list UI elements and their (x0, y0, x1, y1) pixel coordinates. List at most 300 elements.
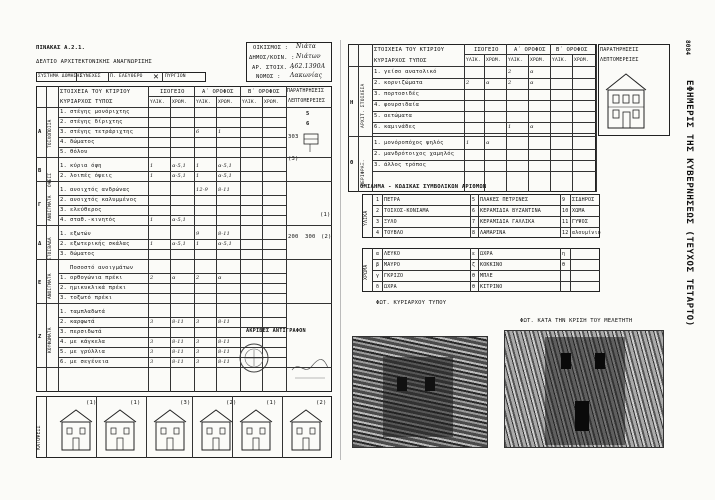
material-cell: ΓΥΨΟΣ (572, 219, 589, 225)
material-cell: ΤΟΥΒΛΟ (384, 230, 404, 236)
row-label: φουρσιδαία (384, 102, 420, 108)
materials-label: ΥΛΙΚΑ (364, 210, 369, 226)
row-value: 9 (196, 231, 200, 237)
legend-divider (372, 259, 600, 260)
legend-column-line (570, 248, 571, 292)
section-name: ΟΨΕΙΣ (48, 172, 53, 187)
row-value: 3 (150, 349, 154, 355)
row-value: α (530, 124, 534, 130)
color-cell: α (376, 251, 380, 257)
color-cell: η (562, 251, 566, 257)
color-cell: ΩΧΡΑ (384, 284, 397, 290)
color-cell: ΩΧΡΑ (480, 251, 493, 257)
r-col-notes: ΠΑΡΑΤΗΡΗΣΕΙΣ (600, 47, 639, 53)
row-number: 5. (60, 149, 68, 155)
row-value: 8-11 (172, 359, 185, 365)
legend-divider (372, 227, 600, 228)
section-name: ΑΝΟΙΓΜΑΤΑ (48, 195, 53, 221)
row-label: άλλος τρόπος (384, 162, 427, 168)
signature-mark (290, 340, 330, 385)
row-number: 2. (374, 80, 382, 86)
structure-free-label: Π. ΕΛΕΥΘΕΡΟ (110, 74, 143, 79)
row-value: 8-11 (218, 319, 231, 325)
r-col-second-floor: Β΄ ΟΡΟΦΟΣ (556, 47, 588, 53)
col-main-type: ΚΥΡΙΑΡΧΟΣ ΤΥΠΟΣ (60, 99, 113, 105)
row-divider (372, 100, 596, 101)
table-id: ΠΙΝΑΚΑΣ Α.2.1. (36, 45, 86, 51)
r-col-ground: ΙΣΟΓΕΙΟ (474, 47, 499, 53)
row-value: 3 (196, 319, 200, 325)
material-cell: 9 (562, 197, 566, 203)
color-cell: ΜΠΛΕ (480, 273, 493, 279)
survey-label: ΑΡ. ΣΤΟΙΧ. : (252, 65, 295, 71)
row-value: 1 (150, 241, 154, 247)
row-number: 3. (60, 251, 68, 257)
section-name: ΑΝΟΙΓΜΑΤΑ (48, 273, 53, 299)
material-cell: 2 (376, 208, 380, 214)
row-value: 1 (508, 124, 512, 130)
row-value: 3 (150, 359, 154, 365)
r-col-elements: ΣΤΟΙΧΕΙΑ ΤΟΥ ΚΤΙΡΙΟΥ (374, 47, 445, 53)
color-cell: ΚΙΤΡΙΝΟ (480, 284, 503, 290)
row-number: 4. (374, 102, 382, 108)
section-divider (36, 181, 332, 182)
material-cell: ΛΑΜΑΡΙΝΑ (480, 230, 506, 236)
sketch-divider (146, 396, 147, 458)
section-divider (36, 157, 332, 158)
row-value: 8-11 (218, 231, 231, 237)
row-label: πορτοσιδές (384, 91, 420, 97)
material-cell: ΤΟΙΧΟΣ-ΚΟΝΙΑΜΑ (384, 208, 429, 214)
legend-column-line (470, 248, 471, 292)
row-divider (372, 122, 596, 123)
row-divider (58, 283, 286, 284)
detail-sketch (300, 130, 324, 154)
row-label: μανδρότοιχος χαμηλός (384, 151, 455, 157)
row-value: 8-11 (172, 339, 185, 345)
color-cell: ΓΚΡΙΖΟ (384, 273, 404, 279)
row-value: α (486, 140, 490, 146)
row-label: ελεύθερος (70, 207, 102, 213)
row-value: α-5,1 (172, 163, 187, 169)
legend-column-line (560, 248, 561, 292)
row-value: 3 (150, 319, 154, 325)
row-number: 3. (60, 295, 68, 301)
color-cell: ε (472, 251, 476, 257)
row-value: 2 (196, 275, 200, 281)
row-divider (58, 205, 286, 206)
structure-continuous-label: ΣΥΝΕΧΕΣ (80, 74, 101, 79)
section-code: Ζ (38, 334, 42, 340)
row-number: 1. (60, 275, 68, 281)
material-cell: ΣΙΔΗΡΟΣ (572, 197, 595, 203)
row-label: δώματος (70, 251, 95, 257)
row-label: στέγης δίριχτης (70, 119, 123, 125)
col-color-0: ΧΡΩΜ. (172, 100, 187, 105)
row-divider (58, 215, 286, 216)
material-cell: 6 (472, 208, 476, 214)
row-divider (372, 111, 596, 112)
row-number: 6. (60, 359, 68, 365)
page-gutter (340, 40, 341, 460)
section-code: Ε (38, 280, 42, 286)
row-divider (372, 78, 596, 79)
r-col-material-1: ΥΛΙΚ. (508, 58, 523, 63)
color-cell: β (376, 262, 380, 268)
row-divider (58, 137, 286, 138)
sketch-label: (2) (226, 400, 237, 406)
color-cell: ΚΟΚΚΙΝΟ (480, 262, 503, 268)
color-cell: ΜΑΥΡΟ (384, 262, 401, 268)
row-label: με κάγκελα (70, 339, 106, 345)
colors-label: ΧΡΩΜΑ (364, 264, 369, 280)
legend-divider (372, 216, 600, 217)
row-divider (372, 149, 596, 150)
material-cell: 11 (562, 219, 569, 225)
legend-column-line (470, 194, 471, 238)
row-divider (58, 357, 286, 358)
row-number: 5. (60, 349, 68, 355)
row-label: εξωτερικής σκάλας (70, 241, 130, 247)
material-cell: 7 (472, 219, 476, 225)
row-divider (58, 171, 286, 172)
row-value: 8-11 (218, 187, 231, 193)
row-value: 1 (466, 140, 470, 146)
checked-mark-icon: ✕ (153, 72, 159, 82)
row-number: 2. (60, 285, 68, 291)
row-value: 3 (196, 339, 200, 345)
structure-system-label: ΣΥΣΤΗΜΑ ΔΟΜΗΣΗΣ (38, 74, 83, 79)
survey-value: Α62.1390Α (290, 63, 326, 70)
material-cell: 8 (472, 230, 476, 236)
certified-stamp: ΑΚΡΙΒΕΣ ΑΝΤΙΓΡΑΦΟΝ (246, 328, 306, 334)
row-value: α-5,1 (218, 163, 233, 169)
section-code: Δ (38, 241, 42, 247)
official-seal-icon (236, 336, 276, 386)
row-number: 4. (60, 217, 68, 223)
col-elements: ΣΤΟΙΧΕΙΑ ΤΟΥ ΚΤΙΡΙΟΥ (60, 89, 131, 95)
material-cell: αλουμίνιο (572, 230, 601, 236)
house-sketch (196, 404, 236, 452)
house-facade-sketch (604, 68, 648, 130)
row-label: θόλου (70, 149, 88, 155)
color-cell: θ (562, 262, 566, 268)
legend-column-line (382, 194, 383, 238)
row-number: 3. (374, 162, 382, 168)
sketch-label: (1) (266, 400, 277, 406)
col-second-floor: Β΄ ΟΡΟΦΟΣ (248, 89, 280, 95)
legend-column-line (570, 194, 571, 238)
section-th-name: ΠΕΡΙΦΡΑΞ. (361, 159, 366, 186)
row-value: 1 (196, 241, 200, 247)
section-name: ΚΟΥΦΩΜΑΤΑ (48, 327, 53, 353)
note-mark-6: 6 (306, 121, 310, 127)
row-divider (58, 117, 286, 118)
row-number: 2. (60, 119, 68, 125)
row-number: 1. (60, 163, 68, 169)
r-col-color-0: ΧΡΩΜ. (486, 58, 501, 63)
form-title: ΔΕΛΤΙΟ ΑΡΧΙΤΕΚΤΟΝΙΚΗΣ ΑΝΑΓΝΩΡΙΣΗΣ (36, 59, 152, 65)
row-value: 8-11 (172, 319, 185, 325)
row-label: κύρια όψη (70, 163, 102, 169)
row-number: 2. (60, 197, 68, 203)
material-cell: 4 (376, 230, 380, 236)
row-value: 1 (150, 173, 154, 179)
note-value-200: 200 (288, 234, 299, 240)
row-divider (372, 89, 596, 90)
row-value: 8-11 (218, 349, 231, 355)
row-value: α-5,1 (218, 241, 233, 247)
row-divider (58, 195, 286, 196)
sketch-divider (96, 396, 97, 458)
row-value: 3 (196, 349, 200, 355)
row-value: 2 (466, 80, 470, 86)
row-value: 1 (218, 129, 222, 135)
row-label: ταμπλαδωτά (70, 309, 106, 315)
journal-title: ΕΦΗΜΕΡΙΣ ΤΗΣ ΚΥΒΕΡΝΗΣΕΩΣ (ΤΕΥΧΟΣ ΤΕΤΑΡΤΟ) (684, 80, 694, 327)
r-col-material-2: ΥΛΙΚ. (552, 58, 567, 63)
col-color-2: ΧΡΩΜ. (264, 100, 279, 105)
row-number: 4. (60, 339, 68, 345)
row-label: καρφωτά (70, 319, 95, 325)
row-value: 6 (196, 129, 200, 135)
row-number: 3. (60, 129, 68, 135)
legend-column-line (478, 194, 479, 238)
row-label: καμινάδες (384, 124, 416, 130)
section-name: ΣΤΟΙΒΑΔΑ (48, 237, 53, 260)
note-value-303: 303 (288, 134, 299, 140)
row-value: α (530, 69, 534, 75)
note-mark-2: (2) (321, 234, 332, 240)
r-col-main-type: ΚΥΡΙΑΡΧΟΣ ΤΥΠΟΣ (374, 58, 427, 64)
legend-column-line (382, 248, 383, 292)
color-cell: θ (472, 273, 476, 279)
photo-right-caption: ΦΩΤ. ΚΑΤΑ ΤΗΝ ΚΡΙΣΗ ΤΟΥ ΜΕΛΕΤΗΤΗ (520, 318, 633, 324)
sketch-label: (1) (86, 400, 97, 406)
row-label: τοξωτό πρέκι (70, 295, 113, 301)
sketch-divider (282, 396, 283, 458)
row-number: 2. (60, 319, 68, 325)
col-color-1: ΧΡΩΜ. (218, 100, 233, 105)
r-col-details: ΛΕΠΤΟΜΕΡΕΙΕΣ (600, 57, 639, 63)
r-col-first-floor: Α΄ ΟΡΟΦΟΣ (514, 47, 546, 53)
row-number: 1. (60, 309, 68, 315)
row-value: 2 (508, 80, 512, 86)
row-value: 1 (150, 163, 154, 169)
material-cell: 5 (472, 197, 476, 203)
row-divider (372, 133, 596, 134)
material-cell: ΞΥΛΟ (384, 219, 397, 225)
row-label: λοιπές όψεις (70, 173, 113, 179)
row-number: 1. (374, 69, 382, 75)
photo-left-caption: ΦΩΤ. ΚΥΡΙΑΡΧΟΥ ΤΥΠΟΥ (376, 300, 447, 306)
note-mark-3: (3) (288, 156, 299, 162)
row-value: α (218, 275, 222, 281)
section-h-name: ΑΡΧΙΤ. ΣΤΟΙΧΕΙΑ (361, 83, 366, 128)
row-label: μονόροπόχος ψηλός (384, 140, 444, 146)
row-label: εξωτών (70, 231, 92, 237)
row-value: α-5,1 (172, 217, 187, 223)
row-number: 3. (60, 207, 68, 213)
row-number: 6. (374, 124, 382, 130)
row-number: 1. (374, 140, 382, 146)
row-value: α (530, 80, 534, 86)
row-divider (58, 327, 286, 328)
legend-column-line (372, 248, 373, 292)
r-col-material-0: ΥΛΙΚ. (466, 58, 481, 63)
row-label: ανοιχτός καλυμμένος (70, 197, 137, 203)
sketch-label: (2) (316, 400, 327, 406)
row-number: 5. (374, 113, 382, 119)
row-number: 1. (60, 109, 68, 115)
note-mark-1: (1) (320, 212, 331, 218)
row-value: 8-11 (172, 349, 185, 355)
section-divider (36, 259, 332, 260)
house-sketch (56, 404, 96, 452)
legend-column-line (478, 248, 479, 292)
row-divider (58, 127, 286, 128)
section-th-code: Θ (350, 160, 354, 166)
row-label: γείσο ανατολικό (384, 69, 437, 75)
note-mark-5: 5 (306, 111, 310, 117)
legend-column-line (372, 194, 373, 238)
col-ground: ΙΣΟΓΕΙΟ (160, 89, 185, 95)
col-material-2: ΥΛΙΚ. (242, 100, 257, 105)
row-value: 2 (508, 69, 512, 75)
color-cell: δ (376, 284, 380, 290)
row-number: 2. (60, 173, 68, 179)
sketch-label: (1) (130, 400, 141, 406)
row-value: 1 (150, 217, 154, 223)
house-sketch (236, 404, 276, 452)
section-code: Γ (38, 202, 42, 208)
row-value: 3 (196, 359, 200, 365)
color-cell: θ (472, 284, 476, 290)
row-label: περσιδωτά (70, 329, 102, 335)
row-label: δώματος (70, 139, 95, 145)
row-value: 12-9 (196, 187, 209, 193)
row-label: ορθογώνια πρέκι (70, 275, 123, 281)
row-number: 2. (374, 151, 382, 157)
row-number: 1. (60, 231, 68, 237)
sketch-divider (232, 396, 233, 458)
legend-divider (372, 281, 600, 282)
color-cell: ΛΕΥΚΟ (384, 251, 401, 257)
section-code: Β (38, 168, 42, 174)
material-cell: ΚΕΡΑΜΙΔΙΑ ΓΑΛΛΙΚΑ (480, 219, 535, 225)
prefecture-label: ΝΟΜΟΣ : (256, 74, 281, 80)
material-cell: ΠΕΤΡΑ (384, 197, 401, 203)
settlement-value: Νιάτα (296, 43, 317, 50)
color-cell: ζ (472, 262, 476, 268)
row-divider (372, 171, 596, 172)
row-label: με σεγένεια (70, 359, 109, 365)
municipality-label: ΔΗΜΟΣ/ΚΟΙΝ. : (249, 55, 295, 61)
row-divider (58, 273, 286, 274)
row-divider (58, 147, 286, 148)
sketch-divider (192, 396, 193, 458)
row-label: σταθ.-κινητός (70, 217, 116, 223)
row-value: α-5,1 (172, 173, 187, 179)
section-name: ΤΟΙΧΟΠΟΙΙΑ (48, 119, 53, 148)
row-value: α (486, 80, 490, 86)
section-code: Α (38, 129, 42, 135)
material-cell: 12 (562, 230, 569, 236)
row-label: Ποσοστό ανοιγμάτων (70, 265, 134, 271)
row-value: 3 (150, 339, 154, 345)
row-value: 1 (196, 163, 200, 169)
section-divider (36, 303, 332, 304)
legend-title: ΟΜΙΛΗΜΑ - ΚΩΔΙΚΑΣ ΣΥΜΒΟΛΙΚΩΝ ΑΡΙΘΜΩΝ (360, 184, 487, 190)
col-notes: ΠΑΡΑΤΗΡΗΣΕΙΣ (287, 89, 325, 94)
page-number: 8084 (684, 40, 691, 56)
color-cell: γ (376, 273, 380, 279)
row-number: 3. (374, 91, 382, 97)
row-value: 1 (196, 173, 200, 179)
material-cell: 3 (376, 219, 380, 225)
material-cell: ΚΕΡΑΜΙΔΙΑ ΒΥΖΑΝΤΙΝΑ (480, 208, 541, 214)
material-cell: 10 (562, 208, 569, 214)
section-divider (36, 225, 332, 226)
row-divider (58, 347, 286, 348)
legend-column-line (560, 194, 561, 238)
row-divider (58, 249, 286, 250)
row-divider (58, 317, 286, 318)
section-divider (36, 367, 332, 368)
row-number: 4. (60, 139, 68, 145)
row-divider (58, 239, 286, 240)
row-divider (58, 337, 286, 338)
row-number: 3. (60, 329, 68, 335)
row-divider (372, 160, 596, 161)
r-col-color-2: ΧΡΩΜ. (574, 58, 589, 63)
row-label: με γρύλλια (70, 349, 106, 355)
col-material-0: ΥΛΙΚ. (150, 100, 165, 105)
photo-main-type (352, 336, 488, 448)
row-label: στέγης τετράριχτης (70, 129, 134, 135)
prefecture-value: Λακωνίας (290, 72, 323, 79)
structure-tower-label: ΠΥΡΓΙΟΝ (165, 74, 186, 79)
house-sketch (100, 404, 140, 452)
row-label: ανοιχτός ανδρώνας (70, 187, 130, 193)
material-cell: ΠΛΑΚΕΣ ΠΕΤΡΙΝΕΣ (480, 197, 529, 203)
col-details: ΛΕΠΤΟΜΕΡΕΙΕΣ (288, 99, 326, 104)
house-sketch (286, 404, 326, 452)
col-material-1: ΥΛΙΚ. (196, 100, 211, 105)
row-label: αετώματα (384, 113, 413, 119)
material-cell: ΧΩΜΑ (572, 208, 585, 214)
row-value: α-5,1 (172, 241, 187, 247)
row-label: κορνιζώματα (384, 80, 423, 86)
row-label: ημικυκλικά πρέκι (70, 285, 127, 291)
r-col-color-1: ΧΡΩΜ. (530, 58, 545, 63)
material-cell: 1 (376, 197, 380, 203)
row-value: α (172, 275, 176, 281)
legend-divider (372, 270, 600, 271)
sketch-section-label: ΚΑΤΟΨΕΙΣ (37, 425, 42, 450)
house-sketch (150, 404, 190, 452)
row-number: 1. (60, 187, 68, 193)
row-label: στέγης μονόριχτης (70, 109, 130, 115)
row-number: 2. (60, 241, 68, 247)
section-h-code: Η (350, 100, 354, 106)
photo-author-choice (504, 330, 664, 448)
sketch-label: (3) (180, 400, 191, 406)
row-value: α-5,1 (218, 173, 233, 179)
row-divider (58, 293, 286, 294)
row-value: 8-11 (218, 339, 231, 345)
row-value: 8-11 (218, 359, 231, 365)
